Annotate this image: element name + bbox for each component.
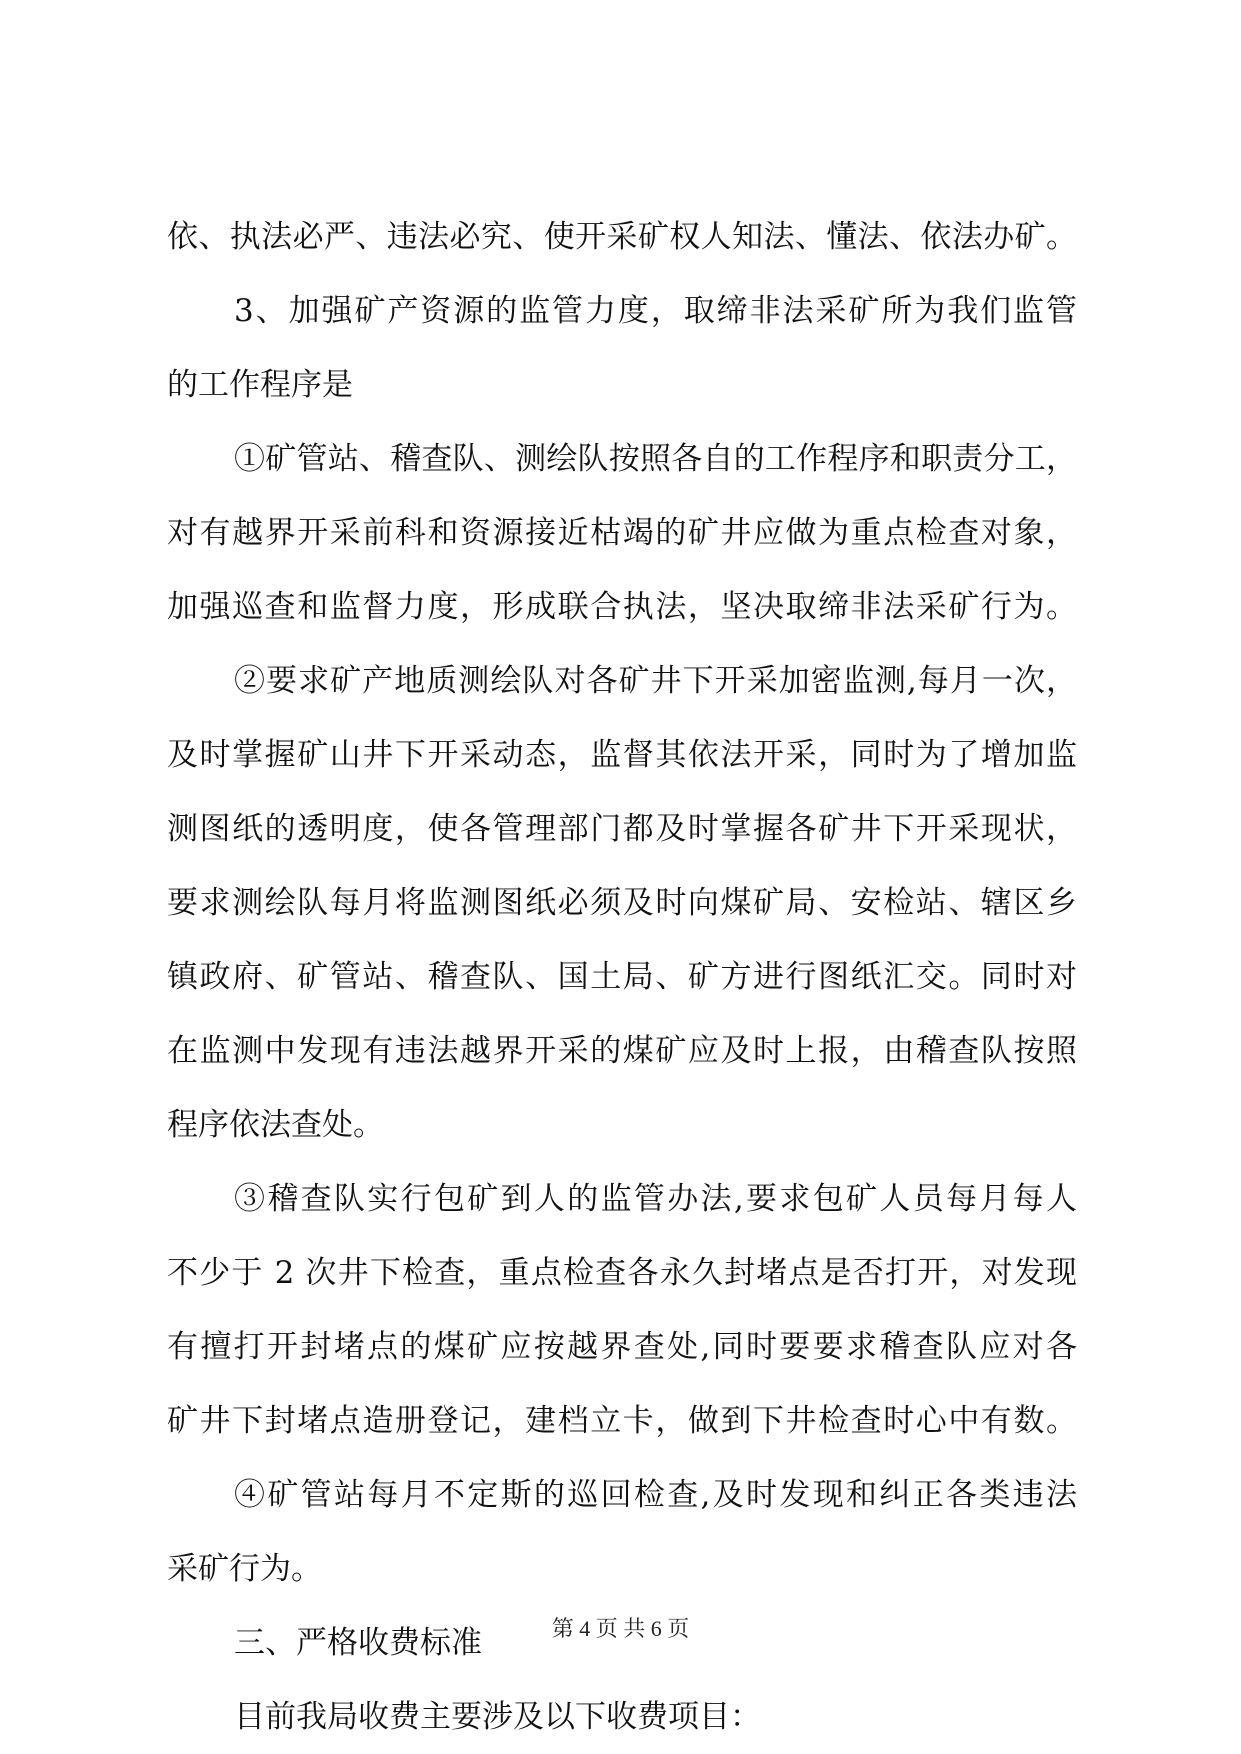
text-line: 的工作程序是 [167,367,353,403]
text-line: ④矿管站每月不定斯的巡回检查,及时发现和纠正各类违法 [234,1477,1077,1513]
paragraph-circled-4 [167,1458,1077,1606]
text-line: ③稽查队实行包矿到人的监管办法,要求包矿人员每月每人 [234,1181,1077,1217]
paragraph-circled-1 [167,422,1077,644]
paragraph-circled-2 [167,644,1077,1162]
text-line: 3、加强矿产资源的监管力度，取缔非法采矿所为我们监管 [234,293,1077,329]
text-line: 目前我局收费主要涉及以下收费项目： [234,1699,761,1735]
text-line: 不少于 2 次井下检查，重点检查各永久封堵点是否打开，对发现 [167,1255,1077,1291]
page-number: 第 4 页 共 6 页 [551,1616,690,1641]
text-line: 测图纸的透明度，使各管理部门都及时掌握各矿井下开采现状， [167,811,1077,847]
paragraph-circled-3 [167,1162,1077,1458]
text-line: 采矿行为。 [167,1551,322,1587]
text-line: 矿井下封堵点造册登记，建档立卡，做到下井检查时心中有数。 [167,1403,1077,1439]
paragraph-item-3 [167,274,1077,422]
text-line: ②要求矿产地质测绘队对各矿井下开采加密监测,每月一次， [234,663,1077,699]
text-line: 在监测中发现有违法越界开采的煤矿应及时上报，由稽查队按照 [167,1033,1077,1069]
text-line: 依、执法必严、违法必究、使开采矿权人知法、懂法、依法办矿。 [167,219,1077,255]
document-body [167,200,1077,1754]
heading-text: 三、严格收费标准 [234,1625,482,1661]
text-line: 程序依法查处。 [167,1107,384,1143]
page-footer [0,1612,1241,1643]
text-line: 加强巡查和监督力度，形成联合执法，坚决取缔非法采矿行为。 [167,589,1077,625]
paragraph-continuation [167,200,1077,274]
text-line: ①矿管站、稽查队、测绘队按照各自的工作程序和职责分工， [234,441,1077,477]
text-line: 对有越界开采前科和资源接近枯竭的矿井应做为重点检查对象， [167,515,1077,551]
text-line: 及时掌握矿山井下开采动态，监督其依法开采，同时为了增加监 [167,737,1077,773]
text-line: 要求测绘队每月将监测图纸必须及时向煤矿局、安检站、辖区乡 [167,885,1077,921]
paragraph-fee-items [167,1680,1077,1754]
text-line: 镇政府、矿管站、稽查队、国土局、矿方进行图纸汇交。同时对 [167,959,1077,995]
text-line: 有擅打开封堵点的煤矿应按越界查处,同时要要求稽查队应对各 [167,1329,1077,1365]
